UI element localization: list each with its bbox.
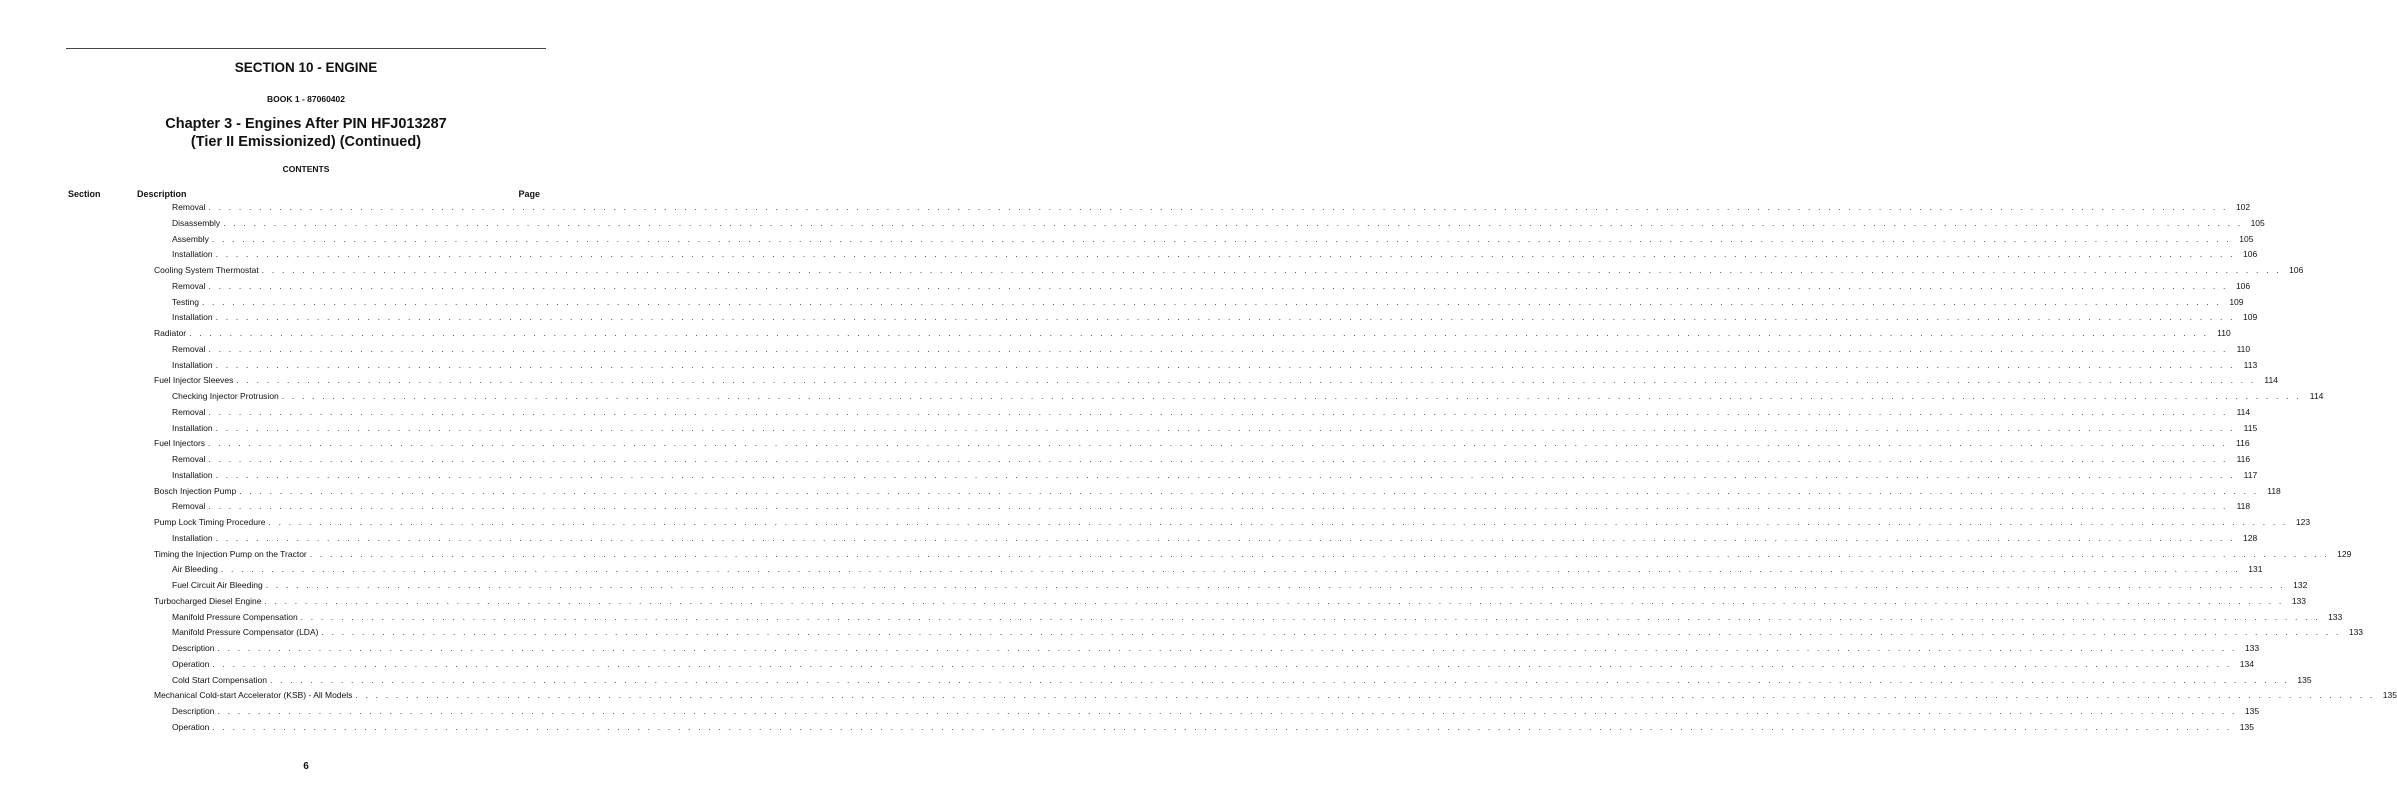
- toc-entry: [172, 343, 2251, 358]
- toc-entry-label: Removal: [172, 202, 206, 212]
- toc-entry-label: Pump Lock Timing Procedure: [154, 517, 266, 527]
- toc-entry-label: Operation: [172, 721, 210, 732]
- toc-entry-label: Description: [172, 706, 215, 716]
- dot-leader: . . . . . . . . . . . . . . . . . . . . . . . . . . . . . . . . . . . . . . . . . . . . . . . . . . . . . . . . . . . . . . . . . . . . . . . . . . . . . . . . . . . . . . . . . . . . . . . . . . . . . . . . . . . . . . . . . . . . . . . . . . . . . . . . . . . . . . . . . . . . . . . . . . . . . . . . . . . . . . . . . . . . . . . . . . . . . . . . . . . . . . . . . . . . . . . . . . . . . . . .: [269, 674, 2290, 685]
- dot-leader: . . . . . . . . . . . . . . . . . . . . . . . . . . . . . . . . . . . . . . . . . . . . . . . . . . . . . . . . . . . . . . . . . . . . . . . . . . . . . . . . . . . . . . . . . . . . . . . . . . . . . . . . . . . . . . . . . . . . . . . . . . . . . . . . . . . . . . . . . . . . . . . . . . . . . . . . . . . . . . . . . . . . . . . . . . . . . . . . . . . . . . . . . . . . . . . . . . . . . . . .: [208, 438, 2228, 449]
- toc-entry-page: 135: [2297, 674, 2312, 685]
- toc-entry: [172, 501, 2251, 515]
- toc-entry-label: Testing: [172, 296, 199, 307]
- toc-entry: [172, 249, 2258, 263]
- toc-entry: [172, 406, 2251, 421]
- dot-leader: . . . . . . . . . . . . . . . . . . . . . . . . . . . . . . . . . . . . . . . . . . . . . . . . . . . . . . . . . . . . . . . . . . . . . . . . . . . . . . . . . . . . . . . . . . . . . . . . . . . . . . . . . . . . . . . . . . . . . . . . . . . . . . . . . . . . . . . . . . . . . . . . . . . . . . . . . . . . . . . . . . . . . . . . . . . . . . . . . . . . . . . . . . . . . . . . . . . . . . . .: [215, 532, 2236, 543]
- toc-entry-label: Installation: [172, 532, 213, 543]
- toc-entry-label: Air Bleeding: [172, 564, 218, 575]
- toc-entry: [172, 312, 2258, 326]
- toc-entry: [154, 517, 2311, 531]
- toc-entry-page: 133: [2348, 627, 2364, 638]
- toc-entry-page: 135: [2244, 706, 2260, 716]
- top-rule: [66, 48, 546, 49]
- toc-entry-label: Assembly: [172, 233, 209, 244]
- toc-entry-page: 113: [2243, 359, 2258, 370]
- toc-entry-label: Description: [172, 643, 215, 653]
- dot-leader: . . . . . . . . . . . . . . . . . . . . . . . . . . . . . . . . . . . . . . . . . . . . . . . . . . . . . . . . . . . . . . . . . . . . . . . . . . . . . . . . . . . . . . . . . . . . . . . . . . . . . . . . . . . . . . . . . . . . . . . . . . . . . . . . . . . . . . . . . . . . . . . . . . . . . . . . . . . . . . . . . . . . . . . . . . . . . . . . . . . . . . . . . . . . . . . . . . . . . . . .: [215, 422, 2236, 433]
- dot-leader: . . . . . . . . . . . . . . . . . . . . . . . . . . . . . . . . . . . . . . . . . . . . . . . . . . . . . . . . . . . . . . . . . . . . . . . . . . . . . . . . . . . . . . . . . . . . . . . . . . . . . . . . . . . . . . . . . . . . . . . . . . . . . . . . . . . . . . . . . . . . . . . . . . . . . . . . . . . . . . . . . . . . . . . . . . . . . . . . . . . . . . . . . . . . . . . . . . . . . . . .: [268, 517, 2289, 527]
- toc-entry-page: 129: [2337, 548, 2352, 559]
- toc-entry-label: Removal: [172, 343, 206, 354]
- dot-leader: . . . . . . . . . . . . . . . . . . . . . . . . . . . . . . . . . . . . . . . . . . . . . . . . . . . . . . . . . . . . . . . . . . . . . . . . . . . . . . . . . . . . . . . . . . . . . . . . . . . . . . . . . . . . . . . . . . . . . . . . . . . . . . . . . . . . . . . . . . . . . . . . . . . . . . . . . . . . . . . . . . . . . . . . . . . . . . . . . . . . . . . . . . . . . . . . . . . . . . . .: [208, 406, 2229, 417]
- toc-entry-page: 106: [2235, 280, 2251, 291]
- dot-leader: . . . . . . . . . . . . . . . . . . . . . . . . . . . . . . . . . . . . . . . . . . . . . . . . . . . . . . . . . . . . . . . . . . . . . . . . . . . . . . . . . . . . . . . . . . . . . . . . . . . . . . . . . . . . . . . . . . . . . . . . . . . . . . . . . . . . . . . . . . . . . . . . . . . . . . . . . . . . . . . . . . . . . . . . . . . . . . . . . . . . . . . . . . . . . . . . . . . . . . . .: [217, 706, 2238, 716]
- toc-entry-page: 106: [2243, 249, 2258, 260]
- toc-entry-label: Installation: [172, 312, 213, 323]
- toc-entry-label: Disassembly: [172, 217, 221, 228]
- toc-entry-page: 115: [2243, 422, 2258, 433]
- dot-leader: . . . . . . . . . . . . . . . . . . . . . . . . . . . . . . . . . . . . . . . . . . . . . . . . . . . . . . . . . . . . . . . . . . . . . . . . . . . . . . . . . . . . . . . . . . . . . . . . . . . . . . . . . . . . . . . . . . . . . . . . . . . . . . . . . . . . . . . . . . . . . . . . . . . . . . . . . . . . . . . . . . . . . . . . . . . . . . . . . . . . . . . . . . . . . . . . . . . . . . . .: [208, 202, 2229, 212]
- toc-entry-label: Bosch Injection Pump: [154, 485, 237, 496]
- toc-entry-label: Installation: [172, 249, 213, 260]
- page-number: 6: [303, 761, 309, 772]
- toc-entry-page: 110: [2236, 343, 2251, 354]
- toc-entry-label: Turbocharged Diesel Engine: [154, 595, 262, 606]
- dot-leader: . . . . . . . . . . . . . . . . . . . . . . . . . . . . . . . . . . . . . . . . . . . . . . . . . . . . . . . . . . . . . . . . . . . . . . . . . . . . . . . . . . . . . . . . . . . . . . . . . . . . . . . . . . . . . . . . . . . . . . . . . . . . . . . . . . . . . . . . . . . . . . . . . . . . . . . . . . . . . . . . . . . . . . . . . . . . . . . . . . . . . . . . . . . . . . . . . . . . . . . .: [220, 564, 2241, 575]
- dot-leader: . . . . . . . . . . . . . . . . . . . . . . . . . . . . . . . . . . . . . . . . . . . . . . . . . . . . . . . . . . . . . . . . . . . . . . . . . . . . . . . . . . . . . . . . . . . . . . . . . . . . . . . . . . . . . . . . . . . . . . . . . . . . . . . . . . . . . . . . . . . . . . . . . . . . . . . . . . . . . . . . . . . . . . . . . . . . . . . . . . . . . . . . . . . . . . . . . . . . . . . .: [321, 627, 2342, 638]
- toc-entry: [172, 643, 2260, 657]
- toc-entry-page: 134: [2239, 658, 2254, 669]
- toc-entry-page: 133: [2244, 643, 2260, 653]
- chapter-title: [0, 115, 612, 151]
- toc-entry-label: Manifold Pressure Compensator (LDA): [172, 627, 319, 638]
- dot-leader: . . . . . . . . . . . . . . . . . . . . . . . . . . . . . . . . . . . . . . . . . . . . . . . . . . . . . . . . . . . . . . . . . . . . . . . . . . . . . . . . . . . . . . . . . . . . . . . . . . . . . . . . . . . . . . . . . . . . . . . . . . . . . . . . . . . . . . . . . . . . . . . . . . . . . . . . . . . . . . . . . . . . . . . . . . . . . . . . . . . . . . . . . . . . . . . . . . . . . . . .: [189, 328, 2209, 338]
- toc-entry-label: Removal: [172, 406, 206, 417]
- dot-leader: . . . . . . . . . . . . . . . . . . . . . . . . . . . . . . . . . . . . . . . . . . . . . . . . . . . . . . . . . . . . . . . . . . . . . . . . . . . . . . . . . . . . . . . . . . . . . . . . . . . . . . . . . . . . . . . . . . . . . . . . . . . . . . . . . . . . . . . . . . . . . . . . . . . . . . . . . . . . . . . . . . . . . . . . . . . . . . . . . . . . . . . . . . . . . . . . . . . . . . . .: [208, 454, 2229, 464]
- toc-entry: [154, 328, 2231, 342]
- toc-entry-page: 106: [2289, 265, 2304, 275]
- dot-leader: . . . . . . . . . . . . . . . . . . . . . . . . . . . . . . . . . . . . . . . . . . . . . . . . . . . . . . . . . . . . . . . . . . . . . . . . . . . . . . . . . . . . . . . . . . . . . . . . . . . . . . . . . . . . . . . . . . . . . . . . . . . . . . . . . . . . . . . . . . . . . . . . . . . . . . . . . . . . . . . . . . . . . . . . . . . . . . . . . . . . . . . . . . . . . . . . . . . . . . . .: [265, 580, 2286, 590]
- toc-entry-label: Radiator: [154, 328, 187, 338]
- toc-entry: [172, 280, 2251, 295]
- dot-leader: . . . . . . . . . . . . . . . . . . . . . . . . . . . . . . . . . . . . . . . . . . . . . . . . . . . . . . . . . . . . . . . . . . . . . . . . . . . . . . . . . . . . . . . . . . . . . . . . . . . . . . . . . . . . . . . . . . . . . . . . . . . . . . . . . . . . . . . . . . . . . . . . . . . . . . . . . . . . . . . . . . . . . . . . . . . . . . . . . . . . . . . . . . . . . . . . . . . . . . . .: [264, 595, 2284, 606]
- dot-leader: . . . . . . . . . . . . . . . . . . . . . . . . . . . . . . . . . . . . . . . . . . . . . . . . . . . . . . . . . . . . . . . . . . . . . . . . . . . . . . . . . . . . . . . . . . . . . . . . . . . . . . . . . . . . . . . . . . . . . . . . . . . . . . . . . . . . . . . . . . . . . . . . . . . . . . . . . . . . . . . . . . . . . . . . . . . . . . . . . . . . . . . . . . . . . . . . . . . . . . . .: [281, 391, 2302, 401]
- toc-entry-page: 114: [2264, 375, 2278, 386]
- toc-entry: [172, 202, 2251, 216]
- toc-entry: [172, 658, 2254, 673]
- toc-entry: [172, 706, 2260, 720]
- toc-entry: [172, 469, 2258, 484]
- toc-entry-page: 110: [2217, 328, 2231, 338]
- dot-leader: . . . . . . . . . . . . . . . . . . . . . . . . . . . . . . . . . . . . . . . . . . . . . . . . . . . . . . . . . . . . . . . . . . . . . . . . . . . . . . . . . . . . . . . . . . . . . . . . . . . . . . . . . . . . . . . . . . . . . . . . . . . . . . . . . . . . . . . . . . . . . . . . . . . . . . . . . . . . . . . . . . . . . . . . . . . . . . . . . . . . . . . . . . . . . . . . . . . . . . . .: [355, 690, 2375, 701]
- dot-leader: . . . . . . . . . . . . . . . . . . . . . . . . . . . . . . . . . . . . . . . . . . . . . . . . . . . . . . . . . . . . . . . . . . . . . . . . . . . . . . . . . . . . . . . . . . . . . . . . . . . . . . . . . . . . . . . . . . . . . . . . . . . . . . . . . . . . . . . . . . . . . . . . . . . . . . . . . . . . . . . . . . . . . . . . . . . . . . . . . . . . . . . . . . . . . . . . . . . . . . . .: [211, 233, 2232, 244]
- toc-entry: [172, 580, 2308, 594]
- dot-leader: . . . . . . . . . . . . . . . . . . . . . . . . . . . . . . . . . . . . . . . . . . . . . . . . . . . . . . . . . . . . . . . . . . . . . . . . . . . . . . . . . . . . . . . . . . . . . . . . . . . . . . . . . . . . . . . . . . . . . . . . . . . . . . . . . . . . . . . . . . . . . . . . . . . . . . . . . . . . . . . . . . . . . . . . . . . . . . . . . . . . . . . . . . . . . . . . . . . . . . . .: [261, 265, 2282, 275]
- contents-heading: CONTENTS: [282, 164, 330, 174]
- toc-entry-label: Fuel Circuit Air Bleeding: [172, 580, 263, 590]
- chapter-title-line-1: Chapter 3 - Engines After PIN HFJ013287: [165, 116, 447, 132]
- toc-entry-page: 105: [2239, 233, 2254, 244]
- toc-entry-page: 117: [2243, 469, 2258, 480]
- toc-entry-page: 116: [2236, 454, 2251, 464]
- toc-entry: [172, 217, 2265, 232]
- toc-entry: [154, 690, 2397, 704]
- toc-entry-label: Fuel Injector Sleeves: [154, 375, 234, 386]
- toc-entry-label: Removal: [172, 454, 206, 464]
- toc-entry: [172, 233, 2254, 248]
- dot-leader: . . . . . . . . . . . . . . . . . . . . . . . . . . . . . . . . . . . . . . . . . . . . . . . . . . . . . . . . . . . . . . . . . . . . . . . . . . . . . . . . . . . . . . . . . . . . . . . . . . . . . . . . . . . . . . . . . . . . . . . . . . . . . . . . . . . . . . . . . . . . . . . . . . . . . . . . . . . . . . . . . . . . . . . . . . . . . . . . . . . . . . . . . . . . . . . . . . . . . . . .: [212, 658, 2232, 669]
- toc-entry: [172, 674, 2312, 689]
- toc-entry: [154, 265, 2304, 279]
- toc-entry-page: 116: [2236, 438, 2250, 449]
- toc-entry-page: 131: [2248, 564, 2263, 575]
- toc-entry-page: 102: [2235, 202, 2251, 212]
- toc-entry-page: 132: [2293, 580, 2308, 590]
- dot-leader: . . . . . . . . . . . . . . . . . . . . . . . . . . . . . . . . . . . . . . . . . . . . . . . . . . . . . . . . . . . . . . . . . . . . . . . . . . . . . . . . . . . . . . . . . . . . . . . . . . . . . . . . . . . . . . . . . . . . . . . . . . . . . . . . . . . . . . . . . . . . . . . . . . . . . . . . . . . . . . . . . . . . . . . . . . . . . . . . . . . . . . . . . . . . . . . . . . . . . . . .: [236, 375, 2256, 386]
- column-header-page: Page: [518, 189, 540, 199]
- dot-leader: . . . . . . . . . . . . . . . . . . . . . . . . . . . . . . . . . . . . . . . . . . . . . . . . . . . . . . . . . . . . . . . . . . . . . . . . . . . . . . . . . . . . . . . . . . . . . . . . . . . . . . . . . . . . . . . . . . . . . . . . . . . . . . . . . . . . . . . . . . . . . . . . . . . . . . . . . . . . . . . . . . . . . . . . . . . . . . . . . . . . . . . . . . . . . . . . . . . . . . . .: [215, 312, 2236, 323]
- dot-leader: . . . . . . . . . . . . . . . . . . . . . . . . . . . . . . . . . . . . . . . . . . . . . . . . . . . . . . . . . . . . . . . . . . . . . . . . . . . . . . . . . . . . . . . . . . . . . . . . . . . . . . . . . . . . . . . . . . . . . . . . . . . . . . . . . . . . . . . . . . . . . . . . . . . . . . . . . . . . . . . . . . . . . . . . . . . . . . . . . . . . . . . . . . . . . . . . . . . . . . . .: [208, 280, 2229, 291]
- toc-entry: [154, 485, 2281, 500]
- toc-entry: [172, 454, 2251, 468]
- toc-entry: [172, 296, 2244, 311]
- dot-leader: . . . . . . . . . . . . . . . . . . . . . . . . . . . . . . . . . . . . . . . . . . . . . . . . . . . . . . . . . . . . . . . . . . . . . . . . . . . . . . . . . . . . . . . . . . . . . . . . . . . . . . . . . . . . . . . . . . . . . . . . . . . . . . . . . . . . . . . . . . . . . . . . . . . . . . . . . . . . . . . . . . . . . . . . . . . . . . . . . . . . . . . . . . . . . . . . . . . . . . . .: [208, 501, 2229, 512]
- dot-leader: . . . . . . . . . . . . . . . . . . . . . . . . . . . . . . . . . . . . . . . . . . . . . . . . . . . . . . . . . . . . . . . . . . . . . . . . . . . . . . . . . . . . . . . . . . . . . . . . . . . . . . . . . . . . . . . . . . . . . . . . . . . . . . . . . . . . . . . . . . . . . . . . . . . . . . . . . . . . . . . . . . . . . . . . . . . . . . . . . . . . . . . . . . . . . . . . . . . . . . . .: [300, 611, 2321, 622]
- toc-entry: [172, 422, 2258, 437]
- section-title: SECTION 10 - ENGINE: [234, 60, 378, 75]
- toc-entry-page: 118: [2236, 501, 2251, 512]
- dot-leader: . . . . . . . . . . . . . . . . . . . . . . . . . . . . . . . . . . . . . . . . . . . . . . . . . . . . . . . . . . . . . . . . . . . . . . . . . . . . . . . . . . . . . . . . . . . . . . . . . . . . . . . . . . . . . . . . . . . . . . . . . . . . . . . . . . . . . . . . . . . . . . . . . . . . . . . . . . . . . . . . . . . . . . . . . . . . . . . . . . . . . . . . . . . . . . . . . . . . . . . .: [223, 217, 2243, 228]
- toc-entry: [154, 375, 2278, 389]
- toc-entry-page: 114: [2236, 406, 2251, 417]
- book-number: BOOK 1 - 87060402: [267, 94, 345, 104]
- toc-entry-label: Removal: [172, 280, 206, 291]
- toc-entry: [172, 532, 2258, 547]
- toc-entry-label: Timing the Injection Pump on the Tractor: [154, 548, 307, 559]
- toc-entry-label: Installation: [172, 469, 213, 480]
- toc-entry: [154, 595, 2306, 610]
- toc-entry-label: Manifold Pressure Compensation: [172, 611, 298, 622]
- dot-leader: . . . . . . . . . . . . . . . . . . . . . . . . . . . . . . . . . . . . . . . . . . . . . . . . . . . . . . . . . . . . . . . . . . . . . . . . . . . . . . . . . . . . . . . . . . . . . . . . . . . . . . . . . . . . . . . . . . . . . . . . . . . . . . . . . . . . . . . . . . . . . . . . . . . . . . . . . . . . . . . . . . . . . . . . . . . . . . . . . . . . . . . . . . . . . . . . . . . . . . . .: [201, 296, 2222, 307]
- toc-entry-page: 123: [2295, 517, 2311, 527]
- dot-leader: . . . . . . . . . . . . . . . . . . . . . . . . . . . . . . . . . . . . . . . . . . . . . . . . . . . . . . . . . . . . . . . . . . . . . . . . . . . . . . . . . . . . . . . . . . . . . . . . . . . . . . . . . . . . . . . . . . . . . . . . . . . . . . . . . . . . . . . . . . . . . . . . . . . . . . . . . . . . . . . . . . . . . . . . . . . . . . . . . . . . . . . . . . . . . . . . . . . . . . . .: [212, 721, 2232, 732]
- toc-entry-label: Removal: [172, 501, 206, 512]
- toc-entry: [172, 721, 2254, 736]
- toc-entry-page: 133: [2291, 595, 2306, 606]
- toc-entry-page: 114: [2309, 391, 2324, 401]
- toc-entry-label: Cold Start Compensation: [172, 674, 267, 685]
- dot-leader: . . . . . . . . . . . . . . . . . . . . . . . . . . . . . . . . . . . . . . . . . . . . . . . . . . . . . . . . . . . . . . . . . . . . . . . . . . . . . . . . . . . . . . . . . . . . . . . . . . . . . . . . . . . . . . . . . . . . . . . . . . . . . . . . . . . . . . . . . . . . . . . . . . . . . . . . . . . . . . . . . . . . . . . . . . . . . . . . . . . . . . . . . . . . . . . . . . . . . . . .: [217, 643, 2238, 653]
- toc-entry-page: 135: [2382, 690, 2397, 701]
- toc-entry-page: 118: [2267, 485, 2281, 496]
- dot-leader: . . . . . . . . . . . . . . . . . . . . . . . . . . . . . . . . . . . . . . . . . . . . . . . . . . . . . . . . . . . . . . . . . . . . . . . . . . . . . . . . . . . . . . . . . . . . . . . . . . . . . . . . . . . . . . . . . . . . . . . . . . . . . . . . . . . . . . . . . . . . . . . . . . . . . . . . . . . . . . . . . . . . . . . . . . . . . . . . . . . . . . . . . . . . . . . . . . . . . . . .: [215, 469, 2236, 480]
- chapter-title-line-2: (Tier II Emissionized) (Continued): [190, 134, 422, 150]
- toc-entry-page: 135: [2239, 721, 2254, 732]
- dot-leader: . . . . . . . . . . . . . . . . . . . . . . . . . . . . . . . . . . . . . . . . . . . . . . . . . . . . . . . . . . . . . . . . . . . . . . . . . . . . . . . . . . . . . . . . . . . . . . . . . . . . . . . . . . . . . . . . . . . . . . . . . . . . . . . . . . . . . . . . . . . . . . . . . . . . . . . . . . . . . . . . . . . . . . . . . . . . . . . . . . . . . . . . . . . . . . . . . . . . . . . .: [208, 343, 2229, 354]
- toc-entry-label: Installation: [172, 422, 213, 433]
- toc-entry-page: 109: [2243, 312, 2258, 323]
- toc-entry: [172, 611, 2343, 626]
- toc-entry-label: Checking Injector Protrusion: [172, 391, 279, 401]
- dot-leader: . . . . . . . . . . . . . . . . . . . . . . . . . . . . . . . . . . . . . . . . . . . . . . . . . . . . . . . . . . . . . . . . . . . . . . . . . . . . . . . . . . . . . . . . . . . . . . . . . . . . . . . . . . . . . . . . . . . . . . . . . . . . . . . . . . . . . . . . . . . . . . . . . . . . . . . . . . . . . . . . . . . . . . . . . . . . . . . . . . . . . . . . . . . . . . . . . . . . . . . .: [309, 548, 2330, 559]
- toc-entry-label: Mechanical Cold-start Accelerator (KSB) - All Models: [154, 690, 353, 701]
- column-header-section: Section: [68, 189, 101, 199]
- dot-leader: . . . . . . . . . . . . . . . . . . . . . . . . . . . . . . . . . . . . . . . . . . . . . . . . . . . . . . . . . . . . . . . . . . . . . . . . . . . . . . . . . . . . . . . . . . . . . . . . . . . . . . . . . . . . . . . . . . . . . . . . . . . . . . . . . . . . . . . . . . . . . . . . . . . . . . . . . . . . . . . . . . . . . . . . . . . . . . . . . . . . . . . . . . . . . . . . . . . . . . . .: [215, 249, 2236, 260]
- toc-entry: [172, 627, 2364, 641]
- toc-entry-page: 128: [2243, 532, 2258, 543]
- toc-entry: [154, 548, 2352, 563]
- toc-entry-label: Installation: [172, 359, 213, 370]
- toc-entry-label: Cooling System Thermostat: [154, 265, 259, 275]
- toc-entry: [172, 391, 2324, 405]
- toc-entry-page: 109: [2229, 296, 2244, 307]
- toc-entry-label: Fuel Injectors: [154, 438, 206, 449]
- toc-entry: [154, 438, 2250, 452]
- toc-entry-page: 105: [2250, 217, 2265, 228]
- dot-leader: . . . . . . . . . . . . . . . . . . . . . . . . . . . . . . . . . . . . . . . . . . . . . . . . . . . . . . . . . . . . . . . . . . . . . . . . . . . . . . . . . . . . . . . . . . . . . . . . . . . . . . . . . . . . . . . . . . . . . . . . . . . . . . . . . . . . . . . . . . . . . . . . . . . . . . . . . . . . . . . . . . . . . . . . . . . . . . . . . . . . . . . . . . . . . . . . . . . . . . . .: [215, 359, 2236, 370]
- toc-entry: [172, 359, 2258, 374]
- toc-entry-page: 133: [2328, 611, 2343, 622]
- toc-entry-label: Operation: [172, 658, 210, 669]
- dot-leader: . . . . . . . . . . . . . . . . . . . . . . . . . . . . . . . . . . . . . . . . . . . . . . . . . . . . . . . . . . . . . . . . . . . . . . . . . . . . . . . . . . . . . . . . . . . . . . . . . . . . . . . . . . . . . . . . . . . . . . . . . . . . . . . . . . . . . . . . . . . . . . . . . . . . . . . . . . . . . . . . . . . . . . . . . . . . . . . . . . . . . . . . . . . . . . . . . . . . . . . .: [239, 485, 2259, 496]
- column-header-description: Description: [137, 189, 187, 199]
- toc-entry: [172, 564, 2263, 578]
